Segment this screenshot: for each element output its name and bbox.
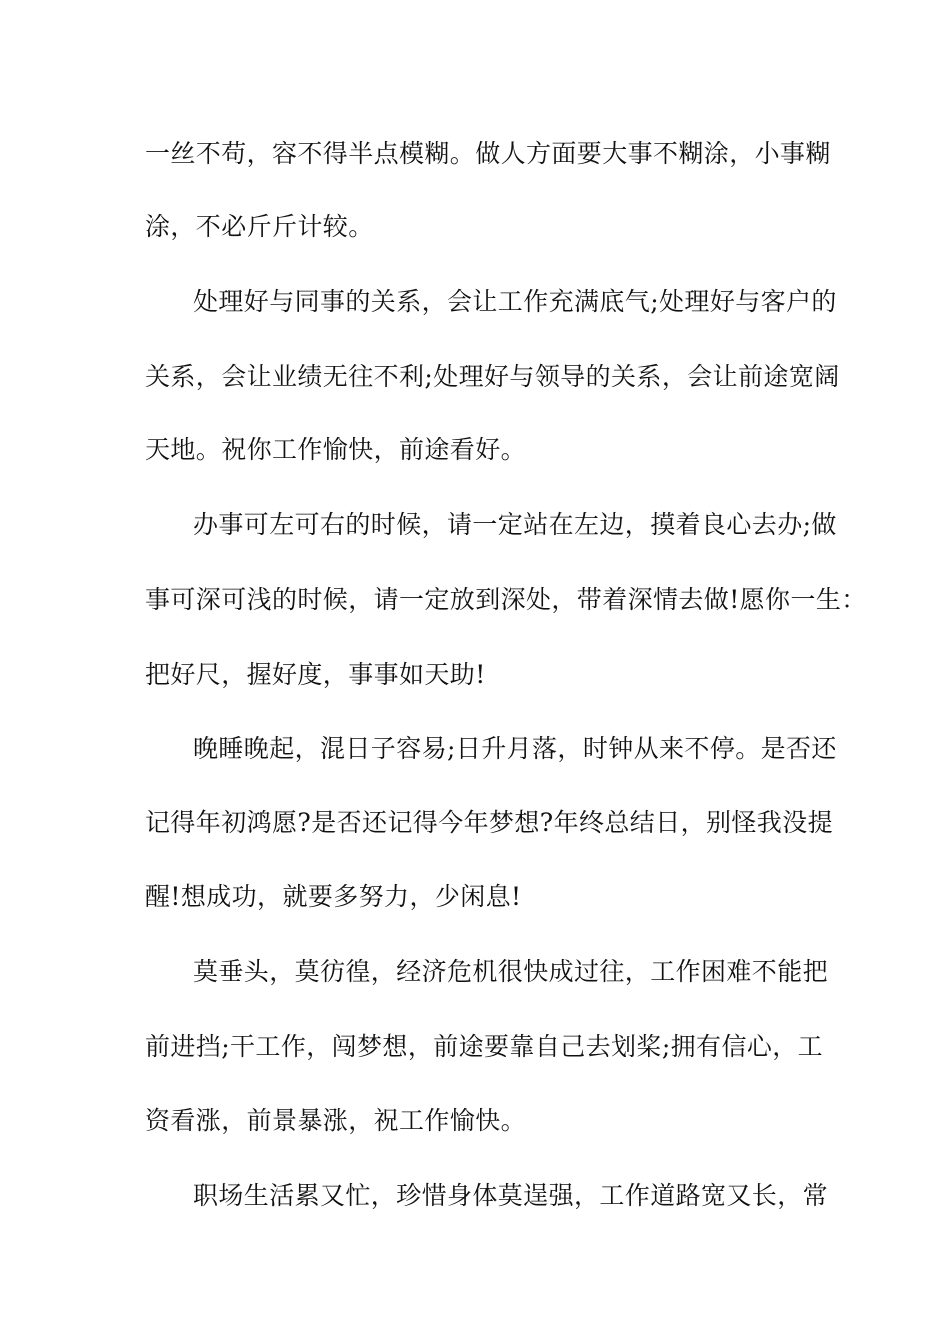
paragraph-first-line: 晚睡晚起，混日子容易;日升月落，时钟从来不停。是否还 bbox=[193, 734, 837, 763]
text-line: 醒!想成功，就要多努力，少闲息! bbox=[145, 882, 522, 911]
text-line: 关系，会让业绩无往不利;处理好与领导的关系，会让前途宽阔 bbox=[145, 362, 840, 391]
paragraph-first-line: 职场生活累又忙，珍惜身体莫逞强，工作道路宽又长，常 bbox=[193, 1181, 829, 1210]
text-line: 记得年初鸿愿?是否还记得今年梦想?年终总结日，别怪我没提 bbox=[145, 808, 834, 837]
text-line: 涂，不必斤斤计较。 bbox=[145, 212, 374, 241]
text-line: 资看涨，前景暴涨，祝工作愉快。 bbox=[145, 1106, 527, 1135]
paragraph-first-line: 处理好与同事的关系，会让工作充满底气;处理好与客户的 bbox=[193, 287, 837, 316]
text-line: 把好尺，握好度，事事如天助! bbox=[145, 660, 486, 689]
text-line: 前进挡;干工作，闯梦想，前途要靠自己去划桨;拥有信心，工 bbox=[145, 1032, 824, 1061]
paragraph-first-line: 办事可左可右的时候，请一定站在左边，摸着良心去办;做 bbox=[193, 510, 837, 539]
text-line: 一丝不苟，容不得半点模糊。做人方面要大事不糊涂，小事糊 bbox=[145, 139, 831, 168]
text-line: 事可深可浅的时候，请一定放到深处，带着深情去做!愿你一生： bbox=[145, 585, 867, 614]
paragraph-first-line: 莫垂头，莫彷徨，经济危机很快成过往，工作困难不能把 bbox=[193, 957, 829, 986]
text-line: 天地。祝你工作愉快，前途看好。 bbox=[145, 435, 527, 464]
